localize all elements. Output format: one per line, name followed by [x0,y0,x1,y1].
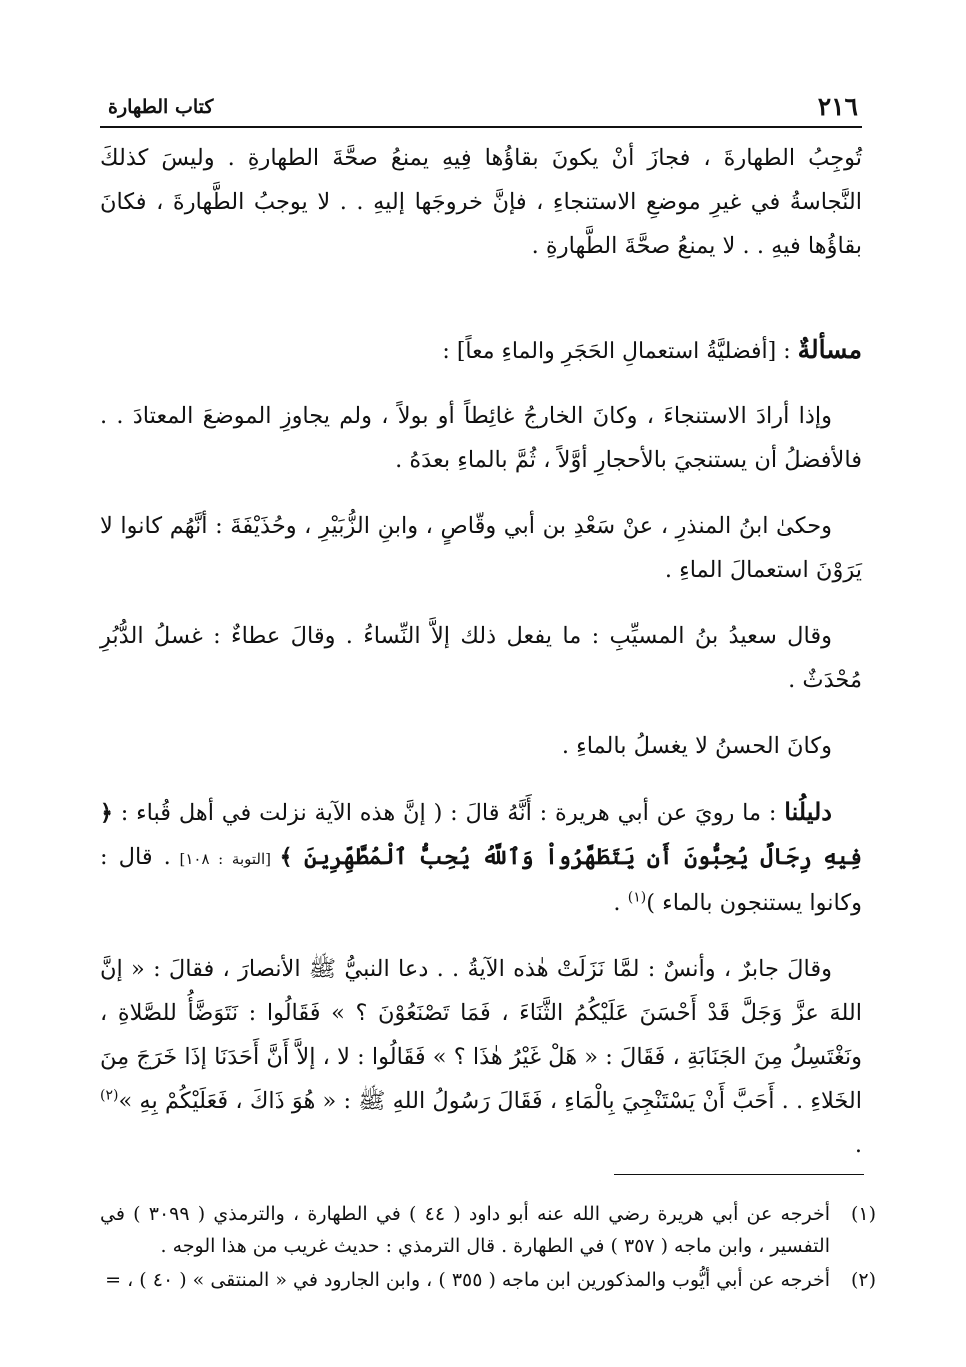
evidence-text-a: : ما رويَ عن أبي هريرة : أَنَّهُ قالَ : ( إنَّ هذه الآية نزلت في أهل قُباء : [112,800,785,826]
footnote-marker-2[interactable]: (٢) [100,1087,119,1104]
paragraph-evidence [100,790,862,925]
issue-title: : [أفضليَّةُ استعمالِ الحَجَرِ والماءِ معاً] : [442,339,798,364]
footnote-text-2: أخرجه عن أبي أيُّوب والمذكورين ابن ماجه ( ٣٥٥ ) ، وابن الجارود في « المنتقى » ( ٤٠ ) ، = [105,1269,830,1291]
footnote-2 [100,1264,876,1296]
evidence-end: . [613,890,628,916]
paragraph-preference: وإذا أرادَ الاستنجاءَ ، وكانَ الخارجُ غائِطاً أو بولاً ، ولم يجاوزِ الموضعَ المعتادَ . . فالأفضلُ أن يستنجيَ بالأحجارِ أوَّلاً ، ثُمَّ بالماءِ بعدَهُ . [100,403,862,473]
footnote-number-1: (١) [850,1203,876,1225]
issue-heading [100,330,862,372]
running-title: كتاب الطهارة [108,96,214,118]
verse-reference: [التوبة : ١٠٨] [170,850,280,868]
issue-label: مسألةٌ [797,335,862,364]
footnote-number-2: (٢) [850,1269,876,1291]
hadith-text: وقالَ جابرٌ ، وأنسٌ : لمَّا نَزَلَتْ هٰذه الآيةُ . . دعا النبيُّ ﷺ الأنصارَ ، فقالَ : « إنَّ اللهَ عزَّ وَجَلَّ قَدْ أَحْسَنَ عَلَيْكُمُ الثَّنَاءَ ، فَمَا تَصْنَعُوْنَ ؟ » فَقَالُوا : نَتَوَضَّأُ للصَّلاةِ ، ونَغْتَسِلُ مِنَ الجَنَابَةِ ، فَقَالَ : « هَلْ غَيْرُ هٰذَا ؟ » فَقَالُوا : لا ، إلاَّ أَنَّ أَحَدَنَا إذَا خَرَجَ مِنَ الخَلاءِ . . أَحَبَّ أَنْ يَسْتَنْجِيَ بِالْمَاءِ ، فَقَالَ رَسُولُ اللهِ ﷺ : « هُوَ ذَاكَ ، فَعَلَيْكُمْ بِهِ » [100,956,862,1114]
paragraph-said: وقال سعيدُ بنُ المسيِّبِ : ما يفعل ذلك إلاَّ النِّساءُ . وقالَ عطاءٌ : غسلُ الدُّبُرِ مُحْدَثٌ . [100,623,862,693]
page-number: ٢١٦ [817,92,858,121]
footnotes [100,1198,876,1298]
footnote-1 [100,1198,876,1262]
footnote-text-1: أخرجه عن أبي هريرة رضي الله عنه أبو داود ( ٤٤ ) في الطهارة ، والترمذي ( ٣٠٩٩ ) في التفسير ، وابن ماجه ( ٣٥٧ ) في الطهارة . قال الترمذي : حديث غريب من هذا الوجه . [100,1203,830,1257]
paragraph-continuation: تُوجِبُ الطهارةَ ، فجازَ أنْ يكونَ بقاؤُها فِيهِ يمنعُ صحَّةَ الطهارةِ . وليسَ كذلكَ النَّجاسةُ في غيرِ موضعِ الاستنجاءِ ، فإنَّ خروجَها إليهِ . . لا يوجبُ الطَّهارةَ ، فكانَ بقاؤُها فيهِ . . لا يمنعُ صحَّةَ الطَّهارةِ . [100,145,862,259]
page-header [108,92,858,124]
footnote-marker-1[interactable]: (١) [627,889,647,906]
quran-verse: ﴿ فِيهِ رِجَالٌ يُحِبُّونَ أَن يَتَطَهَّرُواْ وَٱللَّهُ يُحِبُّ ٱلْمُطَّهِّرِينَ ﴾ [100,800,863,870]
evidence-label: دليلُنا [784,797,832,826]
evidence-text-b: . قال : وكانوا يستنجون بالماء ) [100,844,862,916]
paragraph-jabir-anas [100,947,862,1167]
paragraph-hasan: وكانَ الحسنُ لا يغسلُ بالماءِ . [561,733,832,759]
paragraph-ibn-mundhir: وحكىٰ ابنُ المنذرِ ، عنْ سَعْدِ بن أبي وقّاصٍ ، وابنِ الزُّبَيْرِ ، وحُذَيْفَةَ : أنَّهُم كانوا لا يَرَوْنَ استعمالَ الماءِ . [100,513,862,583]
footnote-rule [614,1174,864,1175]
main-text [100,130,862,1167]
hadith-end: . [854,1132,862,1158]
header-rule [100,126,862,128]
